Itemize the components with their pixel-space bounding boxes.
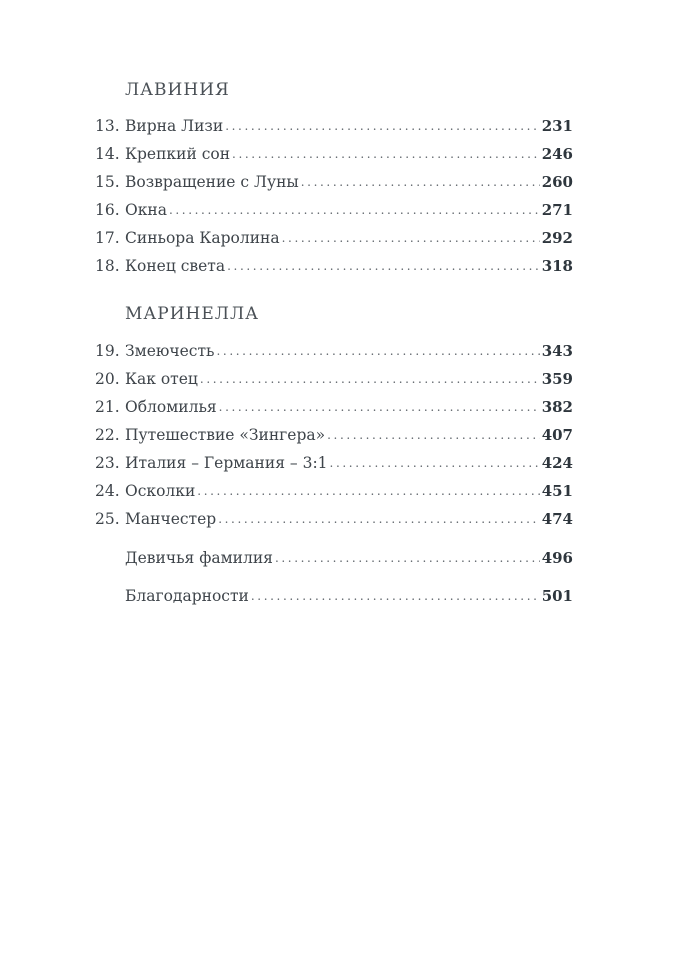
page-number: 451: [541, 482, 573, 500]
dot-leader: [251, 585, 540, 607]
chapter-title: Вирна Лизи: [125, 117, 224, 135]
toc-entry[interactable]: [95, 396, 573, 418]
toc-entry[interactable]: [95, 171, 573, 193]
page-number: 474: [541, 510, 573, 528]
chapter-number: 20.: [95, 370, 120, 388]
section-title-lavinia: ЛАВИНИЯ: [125, 80, 230, 100]
toc-entry[interactable]: [95, 452, 573, 474]
toc-entry[interactable]: [95, 368, 573, 390]
toc-entry[interactable]: [95, 255, 573, 277]
dot-leader: [227, 255, 540, 277]
toc-entry-acknowledgements[interactable]: [125, 585, 573, 607]
chapter-number: 22.: [95, 426, 120, 444]
chapter-title: Синьора Каролина: [125, 229, 280, 247]
dot-leader: [217, 340, 540, 362]
dot-leader: [225, 115, 539, 137]
chapter-title: Возвращение с Луны: [125, 173, 299, 191]
toc-entry[interactable]: [95, 480, 573, 502]
page-number: 260: [541, 173, 573, 191]
dot-leader: [301, 171, 540, 193]
chapter-title: Конец света: [125, 257, 226, 275]
toc-entry[interactable]: [95, 340, 573, 362]
dot-leader: [327, 424, 540, 446]
toc-entry[interactable]: [95, 199, 573, 221]
page-number: 501: [541, 587, 573, 605]
page-number: 382: [541, 398, 573, 416]
dot-leader: [200, 368, 540, 390]
dot-leader: [275, 547, 540, 569]
back-matter-title: Благодарности: [125, 587, 249, 605]
toc-entry-maiden-name[interactable]: [125, 547, 573, 569]
page-number: 231: [541, 117, 573, 135]
chapter-title: Путешествие «Зингера»: [125, 426, 326, 444]
back-matter-title: Девичья фамилия: [125, 549, 273, 567]
chapter-number: 14.: [95, 145, 120, 163]
section-title-marinella: МАРИНЕЛЛА: [125, 304, 260, 324]
chapter-title: Обломилья: [125, 398, 217, 416]
chapter-number: 15.: [95, 173, 120, 191]
chapter-number: 24.: [95, 482, 120, 500]
dot-leader: [219, 396, 540, 418]
chapter-title: Крепкий сон: [125, 145, 231, 163]
chapter-number: 16.: [95, 201, 120, 219]
chapter-number: 25.: [95, 510, 120, 528]
toc-entry[interactable]: [95, 424, 573, 446]
page-number: 271: [541, 201, 573, 219]
chapter-title: Манчестер: [125, 510, 217, 528]
chapter-title: Змеючесть: [125, 342, 215, 360]
page-number: 343: [541, 342, 573, 360]
page-number: 246: [541, 145, 573, 163]
toc-entry[interactable]: [95, 227, 573, 249]
chapter-number: 21.: [95, 398, 120, 416]
page-number: 359: [541, 370, 573, 388]
chapter-number: 17.: [95, 229, 120, 247]
toc-entry[interactable]: [95, 143, 573, 165]
toc-entry[interactable]: [95, 115, 573, 137]
chapter-number: 23.: [95, 454, 120, 472]
chapter-title: Окна: [125, 201, 167, 219]
chapter-title: Как отец: [125, 370, 198, 388]
dot-leader: [282, 227, 540, 249]
dot-leader: [169, 199, 540, 221]
chapter-number: 13.: [95, 117, 120, 135]
page-number: 424: [541, 454, 573, 472]
dot-leader: [197, 480, 539, 502]
page-number: 292: [541, 229, 573, 247]
dot-leader: [218, 508, 539, 530]
dot-leader: [232, 143, 540, 165]
chapter-title: Осколки: [125, 482, 196, 500]
chapter-number: 19.: [95, 342, 120, 360]
chapter-title: Италия – Германия – 3:1: [125, 454, 328, 472]
page-number: 407: [541, 426, 573, 444]
page-number: 318: [541, 257, 573, 275]
dot-leader: [330, 452, 540, 474]
chapter-number: 18.: [95, 257, 120, 275]
toc-entry[interactable]: [95, 508, 573, 530]
page-number: 496: [541, 549, 573, 567]
